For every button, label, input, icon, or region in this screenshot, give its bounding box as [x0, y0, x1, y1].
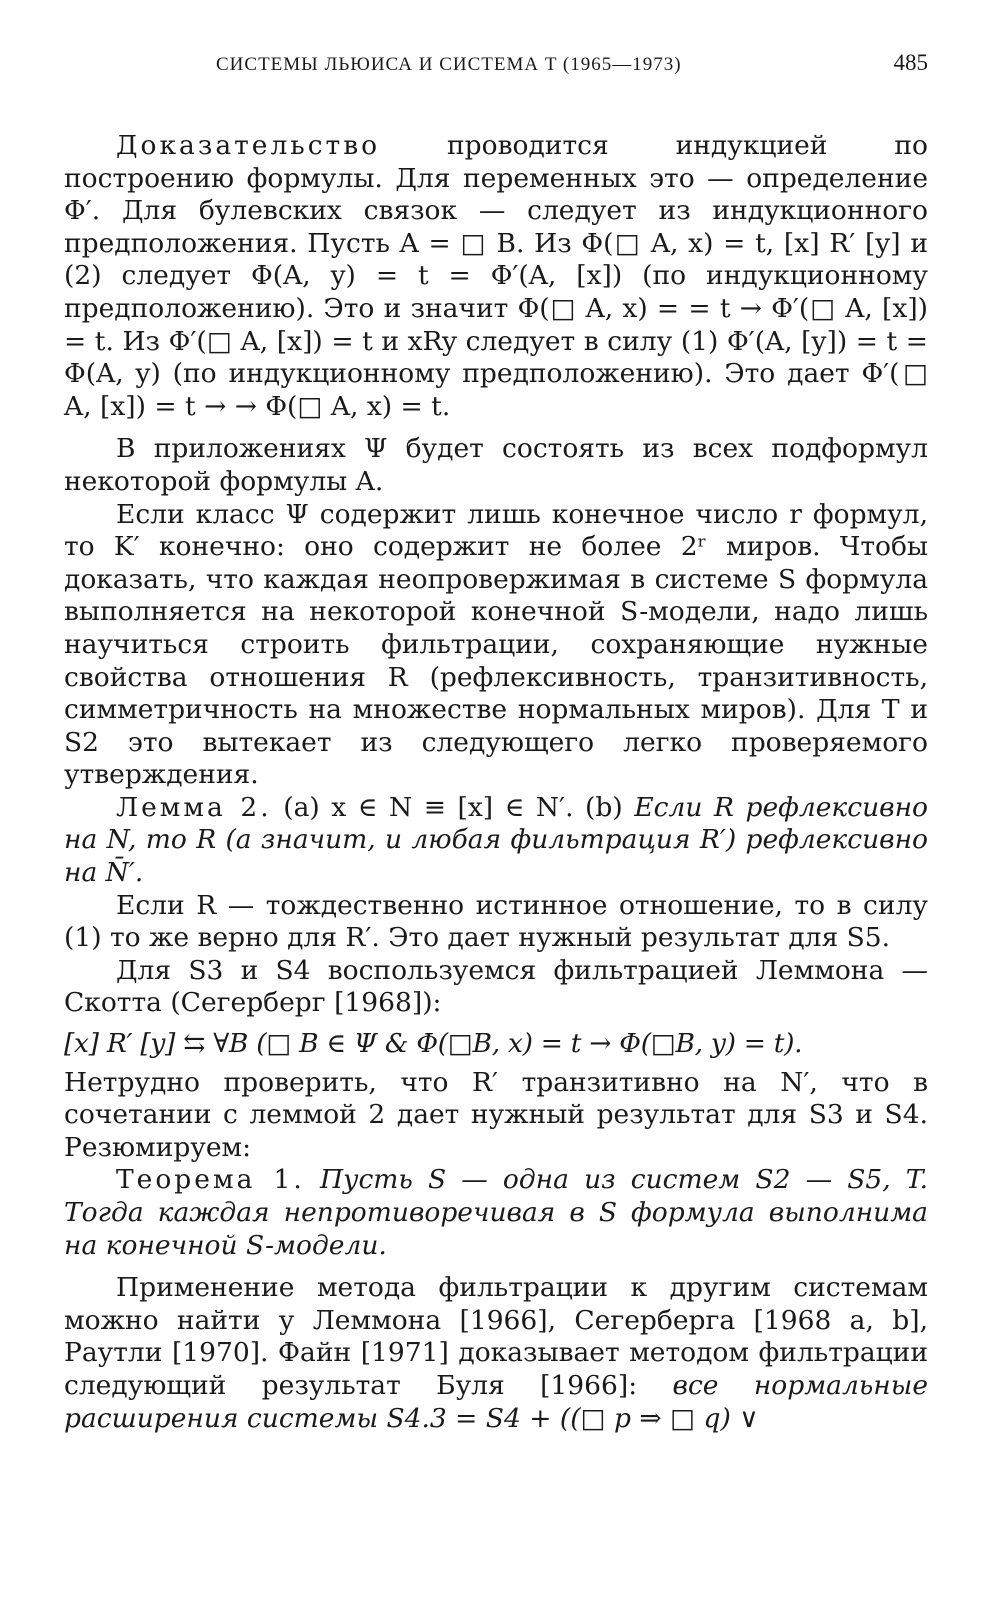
- applications-text: Применение метода фильтрации к другим системам можно найти у Леммона [1966], Сегерберга [1968 a, b], Раутли [1970]. Файн [1971] доказывает методом фильтрации следующий результат Буля [1966]:: [64, 1272, 928, 1401]
- proof-text: проводится индукцией по построению формулы. Для переменных это — определение Φ′. Для булевских связок — следует из индукционного предположения. Пусть A = □ B. Из Φ(□ A, x) = t, [x] R′ [y] и (2) следует Φ(A, y) = t = Φ′(A, [x]) (по индукционному предположению). Это и значит Φ(□ A, x) = = t → Φ′(□ A, [x]) = t. Из Φ′(□ A, [x]) = t и xRy следует в силу (1) Φ′(A, [y]) = t = Φ(A, y) (по индукционному предположению). Это дает Φ′(□ A, [x]) = t → → Φ(□ A, x) = t.: [64, 130, 928, 422]
- page-number: 485: [893, 50, 928, 75]
- paragraph-s5: Если R — тождественно истинное отношение, то в силу (1) то же верно для R′. Это дает нужный результат для S5.: [64, 889, 928, 954]
- page-body: [64, 130, 928, 1435]
- paragraph-lemmon-scott: Для S3 и S4 воспользуемся фильтрацией Леммона — Скотта (Сегерберг [1968]):: [64, 954, 928, 1019]
- running-title: СИСТЕМЫ ЛЬЮИСА И СИСТЕМА T (1965—1973): [216, 54, 682, 75]
- lemma-italic: Если R рефлексивно на N, то R (а значит, и любая фильтрация R′) рефлексивно на N̄′.: [64, 791, 928, 889]
- paragraph-applications: В приложениях Ψ будет состоять из всех подформул некоторой формулы A.: [64, 433, 928, 497]
- proof-lead: Доказательство: [116, 130, 381, 161]
- paragraph-applications-other: [64, 1272, 928, 1435]
- theorem-text: [305, 1164, 320, 1195]
- theorem-lead: Теорема 1.: [116, 1164, 305, 1196]
- theorem-italic: Пусть S — одна из систем S2 — S5, T. Тогда каждая непротиворечивая в S формула выполнима на конечной S-модели.: [64, 1164, 929, 1261]
- lemma-text: (a) x ∈ N ≡ [x] ∈ N′. (b): [271, 791, 635, 823]
- filtration-formula: [x] R′ [y] ⇆ ∀B (□ B ∈ Ψ & Φ(□B, x) = t → Φ(□B, y) = t).: [64, 1028, 803, 1060]
- lemma-lead: Лемма 2.: [116, 791, 272, 823]
- book-page: [64, 40, 928, 1435]
- paragraph-finite-class: Если класс Ψ содержит лишь конечное число r формул, то K′ конечно: оно содержит не более 2ʳ миров. Чтобы доказать, что каждая неопровержимая в системе S формула выполняется на некоторой конечной S-модели, надо лишь научиться строить фильтрации, сохраняющие нужные свойства отношения R (рефлексивность, транзитивность, симметричность на множестве нормальных миров). Для T и S2 это вытекает из следующего легко проверяемого утверждения.: [64, 498, 928, 791]
- proof-paragraph: [64, 130, 928, 423]
- lemma-2: [64, 792, 928, 890]
- running-header: [64, 40, 928, 84]
- applications-italic: все нормальные расширения системы S4.3 = S4 + ((□ p ⇒ □ q) ∨: [64, 1369, 928, 1434]
- theorem-1: [64, 1164, 928, 1262]
- paragraph-transitivity: Нетрудно проверить, что R′ транзитивно на N′, что в сочетании с леммой 2 дает нужный результат для S3 и S4. Резюмируем:: [64, 1066, 928, 1163]
